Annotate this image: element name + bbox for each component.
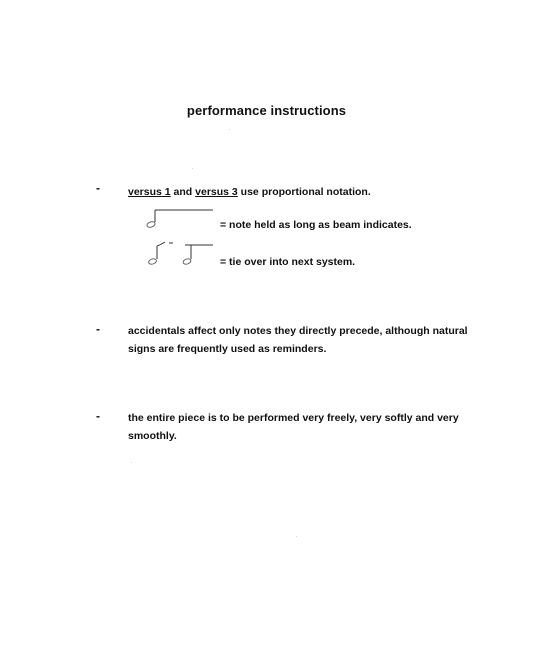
connector-text: and xyxy=(170,186,196,198)
page-title: performance instructions xyxy=(186,103,347,118)
versus-3-label: versus 3 xyxy=(195,186,238,198)
tie-over-icon xyxy=(140,240,220,268)
instruction-proportional-notation xyxy=(128,183,473,201)
instruction-accidentals: accidentals affect only notes they directly precede, although natural signs are frequently used as reminders. xyxy=(128,325,468,355)
beam-note-explanation: = note held as long as beam indicates. xyxy=(220,219,412,231)
bullet-dash: - xyxy=(96,322,100,336)
proportional-notation-text: use proportional notation. xyxy=(237,186,371,198)
scan-speck xyxy=(131,462,132,463)
bullet-dash: - xyxy=(96,181,100,195)
bullet-dash: - xyxy=(96,409,100,423)
versus-1-label: versus 1 xyxy=(128,186,171,198)
instruction-performance-style: the entire piece is to be performed very freely, very softly and very smoothly. xyxy=(128,412,459,442)
scan-speck xyxy=(229,129,230,130)
beam-note-icon xyxy=(140,206,220,232)
tie-over-explanation: = tie over into next system. xyxy=(220,256,356,268)
scan-speck xyxy=(192,168,193,169)
scan-speck xyxy=(296,536,297,537)
